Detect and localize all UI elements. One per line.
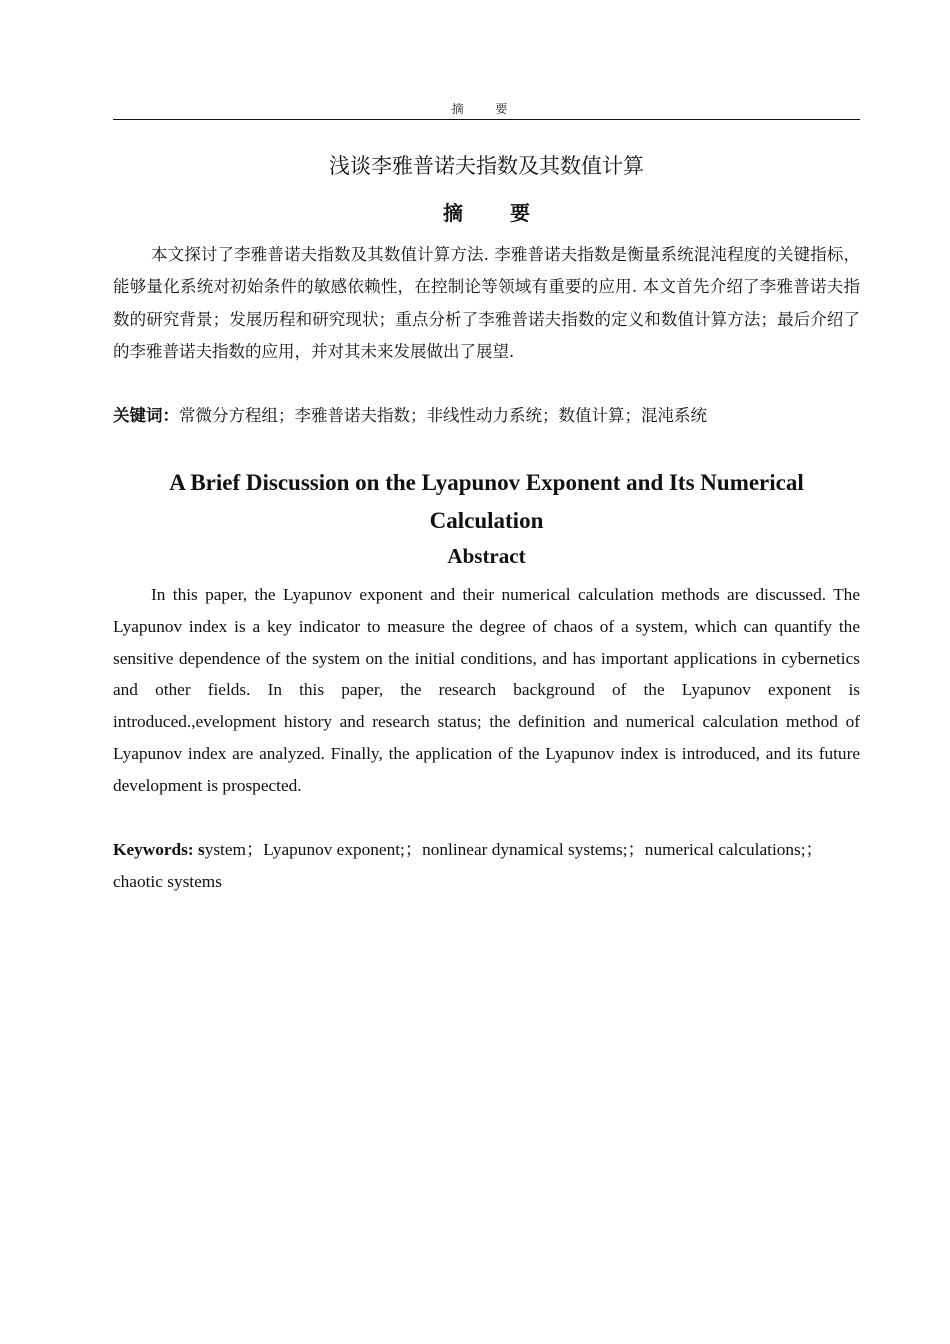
running-header: 摘 要 bbox=[451, 102, 522, 116]
english-abstract-heading: Abstract bbox=[447, 544, 526, 568]
english-keywords bbox=[113, 834, 870, 898]
english-keywords-list: ystem；Lyapunov exponent;；nonlinear dynamical systems;；numerical calculations;；chaotic systems bbox=[113, 840, 823, 891]
header-rule bbox=[113, 119, 860, 120]
chinese-title: 浅谈李雅普诺夫指数及其数值计算 bbox=[329, 154, 644, 178]
chinese-keywords bbox=[113, 400, 860, 432]
chinese-abstract-body: 本文探讨了李雅普诺夫指数及其数值计算方法. 李雅普诺夫指数是衡量系统混沌程度的关键指标，能够量化系统对初始条件的敏感依赖性，在控制论等领域有重要的应用. 本文首先介绍了李雅普诺夫指数的研究背景；发展历程和研究现状；重点分析了李雅普诺夫指数的定义和数值计算方法；最后介绍了的李雅普诺夫指数的应用，并对其未来发展做出了展望. bbox=[113, 245, 860, 361]
english-title: A Brief Discussion on the Lyapunov Exponent and Its Numerical Calculation bbox=[169, 470, 804, 533]
english-keywords-label: Keywords: s bbox=[113, 840, 205, 859]
chinese-keywords-label: 关键词： bbox=[113, 406, 179, 425]
chinese-abstract-heading: 摘 要 bbox=[443, 201, 550, 225]
english-abstract-body: In this paper, the Lyapunov exponent and their numerical calculation methods are discussed. The Lyapunov index is a key indicator to measure the degree of chaos of a system, which can quantify the sensitive dependence of the system on the initial conditions, and has important applications in cybernetics and other fields. In this paper, the research background of the Lyapunov exponent is introduced.,evelopment history and research status; the definition and numerical calculation method of Lyapunov index are analyzed. Finally, the application of the Lyapunov index is introduced, and its future development is prospected. bbox=[113, 585, 860, 795]
chinese-keywords-list: 常微分方程组；李雅普诺夫指数；非线性动力系统；数值计算；混沌系统 bbox=[179, 406, 707, 425]
